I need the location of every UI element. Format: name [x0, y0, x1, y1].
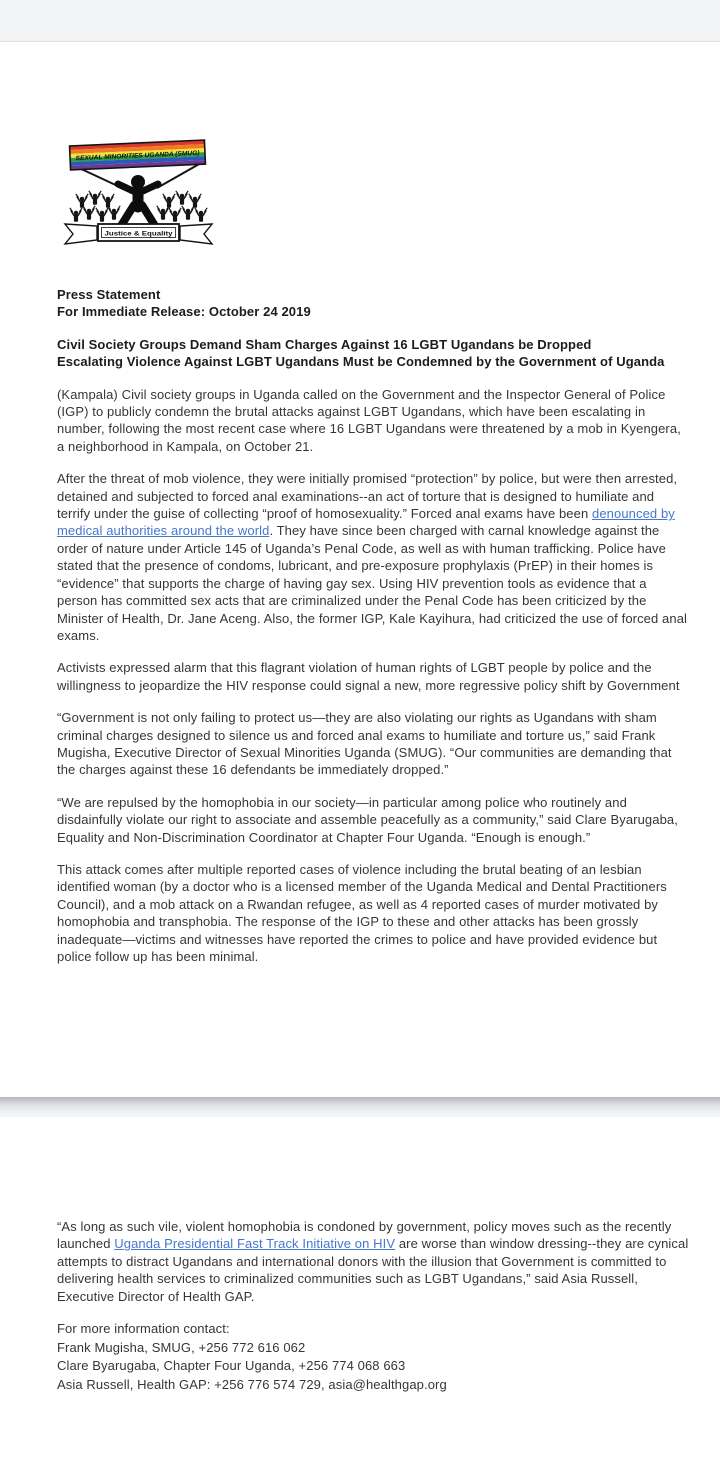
headline-line-1: Civil Society Groups Demand Sham Charges Against 16 LGBT Ugandans be Dropped: [57, 336, 592, 352]
rainbow-banner: [70, 140, 206, 170]
viewer-top-chrome: [0, 0, 720, 42]
logo-banner-text: SEXUAL MINORITIES UGANDA (SMUG): [75, 150, 196, 163]
paragraph-text: After the threat of mob violence, they were initially promised “protection” by police, but were then arrested, detained and subjected to forced anal examinations--an act of torture that is designed to humiliate and terrify under the guise of collecting “proof of homosexuality.” Forced anal exams have been: [57, 471, 678, 522]
headline-line-2: Escalating Violence Against LGBT Ugandans Must be Condemned by the Government of Uganda: [57, 354, 665, 370]
paragraph-forced-exams: [57, 470, 689, 644]
paragraph-clare-byarugaba-quote: [57, 794, 689, 846]
paragraph-text: “Government is not only failing to protect us—they are also violating our rights as Ugandans with sham criminal charges designed to silence us and forced anal exams to humiliate and torture us,” said Frank Mugisha, Executive Director of Sexual Minorities Uganda (SMUG). “Our communities are demanding that the charges against these 16 defendants be immediately dropped.”: [57, 710, 672, 778]
link-denounced-by-medical-authorities[interactable]: denounced by medical authorities around the world: [57, 506, 675, 539]
contact-heading: For more information contact:: [57, 1321, 230, 1337]
document-page-1: [0, 42, 720, 1097]
paragraph-frank-mugisha-quote: [57, 709, 689, 779]
smug-logo: [62, 137, 215, 245]
document-page-2: [0, 1117, 720, 1480]
crowd-right: [157, 191, 207, 222]
link-uganda-fast-track-initiative[interactable]: Uganda Presidential Fast Track Initiative on HIV: [114, 1236, 396, 1252]
smug-logo-illustration: [62, 137, 215, 245]
crowd-left: [70, 191, 120, 222]
paragraph-asia-russell-quote: [57, 1218, 689, 1305]
paragraph-text: . They have since been charged with carnal knowledge against the order of nature under Article 145 of Uganda’s Penal Code, as well as with human trafficking. Police have stated that the presence of condoms, lubricant, and pre-exposure prophylaxis (PrEP) in their homes is “evidence” that supports the charge of having gay sex. Using HIV prevention tools as evidence that a person has committed sex acts that are criminalized under the Penal Code has been criticized by the Minister of Health, Dr. Jane Aceng. Also, the former IGP, Kale Kayihura, had criticized the use of forced anal exams.: [57, 523, 688, 643]
paragraph-text: This attack comes after multiple reported cases of violence including the brutal beating of an lesbian identified woman (by a doctor who is a licensed member of the Uganda Medical and Dental Practitioners Council), and a mob attack on a Rwandan refugee, as well as 4 reported cases of murder motivated by homophobia and transphobia. The response of the IGP to these and other attacks has been grossly inadequate—victims and witnesses have reported the crimes to police and have provided evidence but police follow up has been minimal.: [57, 861, 667, 964]
contact-line-asia-russell: Asia Russell, Health GAP: +256 776 574 729, asia@healthgap.org: [57, 1376, 447, 1392]
paragraph-text: (Kampala) Civil society groups in Uganda called on the Government and the Inspector General of Police (IGP) to publicly condemn the brutal attacks against LGBT Ugandans, which have been escalating in number, following the most recent case where 16 LGBT Ugandans were threatened by a mob in Kyengera, a neighborhood in Kampala, on October 21.: [57, 386, 681, 454]
page-separator: [0, 1097, 720, 1117]
press-statement-label: Press Statement: [57, 287, 161, 302]
paragraph-attack-context: [57, 861, 689, 965]
paragraph-kampala-intro: [57, 386, 689, 456]
paragraph-text: “As long as such vile, violent homophobia is condoned by government, policy moves such as the recently launched: [57, 1219, 672, 1252]
logo-ribbon-text: Justice & Equality: [104, 230, 173, 238]
contact-line-frank-mugisha: Frank Mugisha, SMUG, +256 772 616 062: [57, 1339, 306, 1355]
justice-equality-ribbon: [65, 224, 212, 244]
paragraph-text: are worse than window dressing--they are cynical attempts to distract Ugandans and international donors with the illusion that Government is committed to delivering health services to criminalized communities such as LGBT Ugandans,” said Asia Russell, Executive Director of Health GAP.: [57, 1236, 689, 1304]
press-statement-body: [57, 271, 689, 980]
contact-line-clare-byarugaba: Clare Byarugaba, Chapter Four Uganda, +256 774 068 663: [57, 1358, 406, 1374]
paragraph-text: “We are repulsed by the homophobia in our society—in particular among police who routinely and disdainfully violate our right to associate and assemble peacefully as a community,” said Clare Byarugaba, Equality and Non-Discrimination Coordinator at Chapter Four Uganda. “Enough is enough.”: [57, 794, 678, 845]
paragraph-activists-alarm: [57, 659, 689, 694]
press-statement-body-page2: [57, 1218, 689, 1394]
contact-block: [57, 1320, 689, 1394]
release-date-line: For Immediate Release: October 24 2019: [57, 304, 311, 320]
paragraph-text: Activists expressed alarm that this flagrant violation of human rights of LGBT people by police and the willingness to jeopardize the HIV response could signal a new, more regressive policy shift by Government: [57, 660, 680, 693]
central-figure: [118, 175, 158, 229]
